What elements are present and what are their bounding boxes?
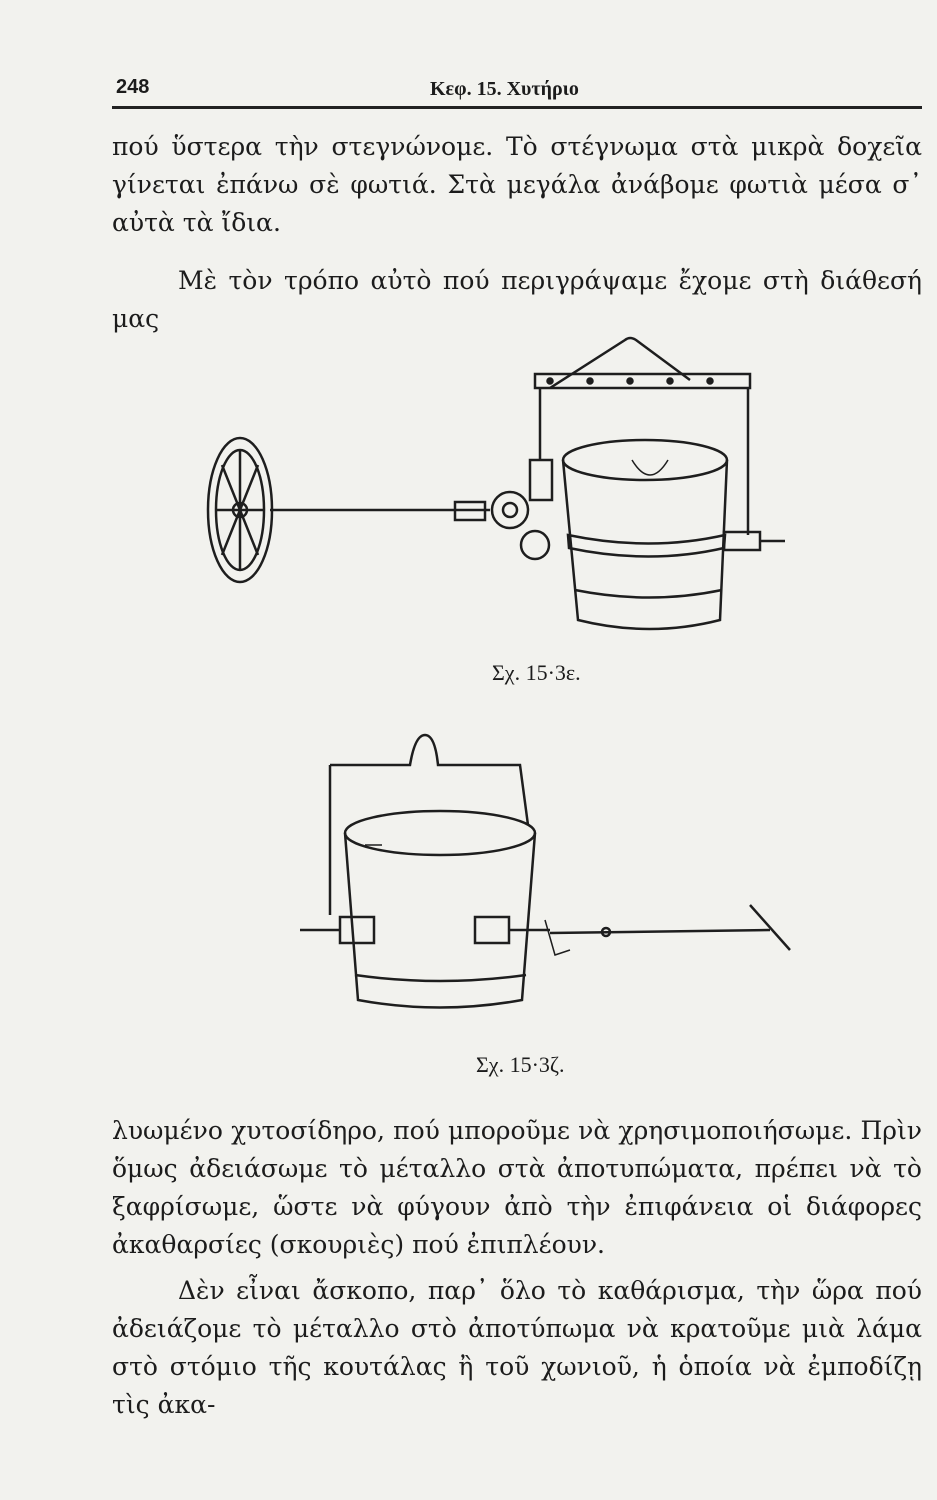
paragraph-4: Δὲν εἶναι ἄσκοπο, παρ᾿ ὅλο τὸ καθάρισμα, τὴν ὥρα πού ἀδειάζομε τὸ μέταλλο στὸ ἀποτύπωμα νὰ κρατοῦμε μιὰ λάμα στὸ στόμιο τῆς κουτάλας ἢ τοῦ χωνιοῦ, ἡ ὁποία νὰ ἐμποδίζῃ τὶς ἀκα- [112, 1276, 922, 1419]
gear-icon [492, 492, 528, 528]
paragraph-3: λυωμένο χυτοσίδηρο, πού μποροῦμε νὰ χρησιμοποιήσωμε. Πρὶν ὅμως ἀδειάσωμε τὸ μέταλλο στὰ ἀποτυπώματα, πρέπει νὰ τὸ ξαφρίσωμε, ὥστε νὰ φύγουν ἀπὸ τὴν ἐπιφάνεια οἱ διάφορες ἀκαθαρσίες (σκουριὲς) πού ἐπιπλέουν. [112, 1116, 922, 1259]
paragraph-2: Μὲ τὸν τρόπο αὐτὸ πού περιγράψαμε ἔχομε στὴ διάθεσή μας [112, 266, 922, 333]
paragraph-1: πού ὕστερα τὴν στεγνώνομε. Τὸ στέγνωμα στὰ μικρὰ δοχεῖα γίνεται ἐπάνω σὲ φωτιά. Στὰ μεγάλα ἀνάβομε φωτιὰ μέσα σ᾿ αὐτὰ τὰ ἴδια. [112, 132, 922, 237]
figure-ladle-with-lever [290, 725, 810, 1045]
figure-2-caption: Σχ. 15·3ζ. [476, 1052, 565, 1077]
figure-geared-ladle [200, 320, 800, 660]
running-title: Κεφ. 15. Χυτήριο [430, 78, 579, 100]
page-number: 248 [116, 76, 150, 98]
page-header [112, 72, 922, 109]
figure-1-caption: Σχ. 15·3ε. [492, 660, 581, 685]
